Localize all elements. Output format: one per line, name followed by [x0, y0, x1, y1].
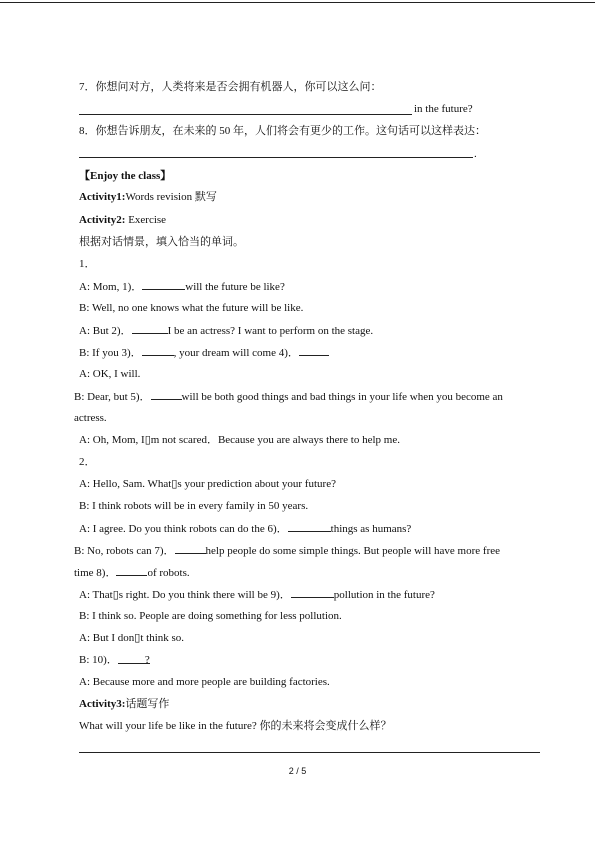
page-number: 2 / 5	[288, 766, 307, 776]
header-rule	[0, 2, 595, 3]
question-8-suffix: .	[474, 148, 477, 160]
dialog-1-line-5: A: OK, I will.	[79, 368, 141, 380]
dialog-2-line-9	[79, 653, 150, 667]
dialog-text: will the future be like?	[185, 281, 285, 293]
writing-prompt: What will your life be like in the future? 你的未来将会变成什么样？	[79, 720, 392, 732]
question-8-answer-blank[interactable]	[79, 157, 473, 158]
dialog-text: things as humans?	[330, 523, 412, 535]
activity-1-text: Words revision 默写	[125, 191, 217, 203]
writing-answer-line[interactable]	[79, 752, 540, 753]
question-7-answer-blank[interactable]	[79, 114, 412, 115]
dialog-text: A: But 2)．	[79, 325, 132, 337]
question-8-prompt: 8．你想告诉朋友，在未来的 50 年，人们将会有更少的工作。这句话可以这样表达：	[79, 125, 486, 137]
dialog-2-line-6	[79, 587, 435, 602]
blank-5[interactable]	[151, 389, 182, 400]
dialog-text: , your dream will come 4)．	[173, 347, 299, 359]
dialog-1-number: 1．	[79, 258, 96, 270]
activity-1-label: Activity1:	[79, 191, 126, 203]
dialog-text: pollution in the future?	[333, 589, 435, 601]
instruction-text: 根据对话情景，填入恰当的单词。	[79, 236, 244, 248]
activity-3-text: 话题写作	[125, 698, 170, 710]
question-mark: ?	[144, 654, 150, 666]
dialog-2-line-2: B: I think robots will be in every family in 50 years.	[79, 500, 309, 512]
dialog-2-line-4	[74, 543, 500, 558]
dialog-text: will be both good things and bad things in your life when you become an	[181, 391, 503, 403]
dialog-1-line-2: B: Well, no one knows what the future will be like.	[79, 302, 304, 314]
dialog-2-line-3	[79, 521, 411, 536]
dialog-text: help people do some simple things. But people will have more free	[205, 545, 501, 557]
blank-2[interactable]	[132, 323, 168, 334]
dialog-text: B: 10)．	[79, 654, 118, 666]
activity-2-label: Activity2:	[79, 214, 126, 226]
dialog-text: I be an actress? I want to perform on the stage.	[167, 325, 374, 337]
dialog-2-line-8: A: But I don▯t think so.	[79, 632, 185, 644]
dialog-2-line-7: B: I think so. People are doing something for less pollution.	[79, 610, 342, 622]
dialog-text: B: If you 3)．	[79, 347, 142, 359]
dialog-text: A: That▯s right. Do you think there will be 9)．	[79, 589, 291, 601]
dialog-text: time 8)．	[74, 567, 117, 579]
dialog-2-line-1: A: Hello, Sam. What▯s your prediction about your future?	[79, 478, 336, 490]
dialog-2-number: 2．	[79, 456, 96, 468]
blank-9[interactable]	[291, 587, 334, 598]
dialog-1-line-8: A: Oh, Mom, I▯m not scared．Because you are always there to help me.	[79, 434, 400, 446]
dialog-1-line-3	[79, 323, 373, 338]
dialog-1-line-4	[79, 345, 329, 360]
activity-2-text: Exercise	[125, 214, 167, 226]
question-7-suffix: in the future?	[414, 103, 473, 115]
blank-6[interactable]	[288, 521, 331, 532]
question-7-prompt: 7．你想问对方，人类将来是否会拥有机器人，你可以这么问：	[79, 81, 382, 93]
blank-10[interactable]	[118, 653, 150, 664]
dialog-text: of robots.	[147, 567, 190, 579]
dialog-1-line-7: actress.	[74, 412, 107, 424]
dialog-2-line-10: A: Because more and more people are building factories.	[79, 676, 330, 688]
dialog-1-line-6	[74, 389, 503, 404]
dialog-text: A: I agree. Do you think robots can do the 6)．	[79, 523, 288, 535]
blank-4[interactable]	[299, 345, 329, 356]
dialog-text: B: No, robots can 7)．	[74, 545, 175, 557]
enjoy-class-heading: 【Enjoy the class】	[79, 170, 172, 182]
dialog-2-line-5	[74, 565, 190, 580]
blank-8[interactable]	[116, 565, 147, 576]
activity-3	[79, 697, 169, 711]
blank-1[interactable]	[142, 279, 185, 290]
dialog-text: B: Dear, but 5)．	[74, 391, 151, 403]
blank-3[interactable]	[142, 345, 174, 356]
activity-1	[79, 190, 217, 204]
dialog-text: A: Mom, 1)．	[79, 281, 143, 293]
blank-7[interactable]	[175, 543, 206, 554]
activity-2	[79, 213, 166, 227]
dialog-1-line-1	[79, 279, 285, 294]
activity-3-label: Activity3:	[79, 698, 126, 710]
